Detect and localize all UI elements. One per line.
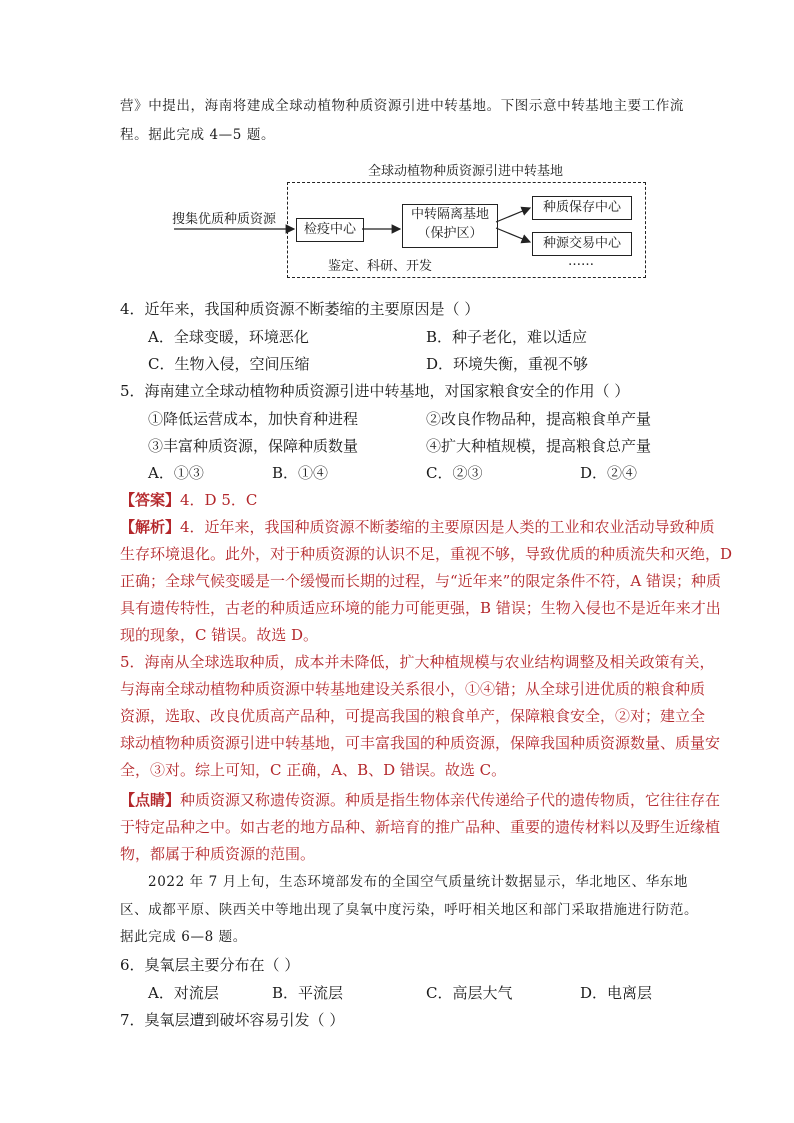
q5-option-d: D．②④ xyxy=(580,464,638,482)
passage2-line-2: 区、成都平原、陕西关中等地出现了臭氧中度污染，呼吁相关地区和部门采取措施进行防范。 xyxy=(120,902,699,918)
ellipsis-label: …… xyxy=(568,254,594,269)
analysis-line-4: 具有遗传特性，古老的种质适应环境的能力可能更强，B 错误；生物入侵也不是近年来才出 xyxy=(120,599,721,617)
analysis-line-6: 5．海南从全球选取种质，成本并未降低，扩大种植规模与农业结构调整及相关政策有关， xyxy=(120,653,715,671)
q6-option-d: D．电离层 xyxy=(580,984,653,1002)
q5-stem: 5．海南建立全球动植物种质资源引进中转基地，对国家粮食安全的作用（ ） xyxy=(120,382,630,400)
q6-option-c: C．高层大气 xyxy=(426,984,513,1002)
answer-label: 【答案】 xyxy=(120,491,181,509)
tip-line-2: 于特定品种之中。如古老的地方品种、新培育的推广品种、重要的遗传材料以及野生近缘植 xyxy=(120,818,721,836)
tip-line-3: 物，都属于种质资源的范围。 xyxy=(120,845,316,863)
arrow-transfer-to-storage xyxy=(496,208,530,222)
analysis-label: 【解析】 xyxy=(120,518,181,536)
passage2-line-3: 据此完成 6—8 题。 xyxy=(120,929,247,945)
transfer-base-sublabel: （保护区） xyxy=(417,226,483,241)
flow-diagram xyxy=(172,160,652,280)
q5-option-b: B．①④ xyxy=(272,464,329,482)
q5-statement-4: ④扩大种植规模，提高粮食总产量 xyxy=(426,437,652,455)
q7-stem: 7．臭氧层遭到破坏容易引发（ ） xyxy=(120,1011,345,1029)
q6-option-b: B．平流层 xyxy=(272,984,344,1002)
intro-line-1: 营》中提出，海南将建成全球动植物种质资源引进中转基地。下图示意中转基地主要工作流 xyxy=(120,98,684,114)
analysis-text-1: 4．近年来，我国种质资源不断萎缩的主要原因是人类的工业和农业活动导致种质 xyxy=(180,518,715,536)
analysis-line-8: 资源，选取、改良优质高产品种，可提高我国的粮食单产，保障粮食安全，②对；建立全 xyxy=(120,707,706,725)
q5-statement-3: ③丰富种质资源，保障种质数量 xyxy=(148,437,359,455)
analysis-line-10: 全，③对。综上可知，C 正确，A、B、D 错误。故选 C。 xyxy=(120,761,507,779)
diagram-arrows xyxy=(172,160,652,280)
answer-line xyxy=(120,490,257,510)
analysis-line-1 xyxy=(120,517,715,537)
activities-label: 鉴定、科研、开发 xyxy=(328,259,433,274)
q5-option-c: C．②③ xyxy=(426,464,483,482)
q4-option-b: B．种子老化，难以适应 xyxy=(426,328,588,346)
tip-text-1: 种质资源又称遗传资源。种质是指生物体亲代传递给子代的遗传物质，它往往存在 xyxy=(180,791,721,809)
q5-statement-2: ②改良作物品种，提高粮食单产量 xyxy=(426,410,652,428)
seed-trading-box: 种源交易中心 xyxy=(532,232,632,256)
arrow-transfer-to-trading xyxy=(496,228,530,242)
tip-label: 【点睛】 xyxy=(120,791,181,809)
q5-statement-1: ①降低运营成本，加快育种进程 xyxy=(148,410,359,428)
q4-stem: 4．近年来，我国种质资源不断萎缩的主要原因是（ ） xyxy=(120,300,480,318)
q5-option-a: A．①③ xyxy=(148,464,204,482)
analysis-line-2: 生存环境退化。此外，对于种质资源的认识不足，重视不够，导致优质的种质流失和灭绝，D xyxy=(120,545,733,563)
analysis-line-7: 与海南全球动植物种质资源中转基地建设关系很小，①④错；从全球引进优质的粮食种质 xyxy=(120,680,706,698)
analysis-line-3: 正确；全球气候变暖是一个缓慢而长期的过程，与“近年来”的限定条件不符，A 错误；种质 xyxy=(120,572,721,590)
analysis-line-5: 现的现象，C 错误。故选 D。 xyxy=(120,626,319,644)
germplasm-storage-box: 种质保存中心 xyxy=(532,196,632,220)
q4-option-a: A．全球变暖，环境恶化 xyxy=(148,328,309,346)
diagram-title: 全球动植物种质资源引进中转基地 xyxy=(368,164,564,179)
source-label: 搜集优质种质资源 xyxy=(172,212,277,227)
q4-option-d: D．环境失衡，重视不够 xyxy=(426,355,589,373)
q4-option-c: C．生物入侵，空间压缩 xyxy=(148,355,310,373)
tip-line-1 xyxy=(120,790,720,810)
answer-text: 4．D 5．C xyxy=(180,491,258,509)
q6-option-a: A．对流层 xyxy=(148,984,219,1002)
inspection-center-box: 检疫中心 xyxy=(296,218,364,242)
passage2-line-1: 2022 年 7 月上旬，生态环境部发布的全国空气质量统计数据显示，华北地区、华东地 xyxy=(148,874,689,890)
intro-line-2: 程。据此完成 4—5 题。 xyxy=(120,127,276,143)
analysis-line-9: 球动植物种质资源引进中转基地，可丰富我国的种质资源，保障我国种质资源数量、质量安 xyxy=(120,734,721,752)
q6-stem: 6．臭氧层主要分布在（ ） xyxy=(120,956,300,974)
transfer-base-label: 中转隔离基地 xyxy=(410,207,489,222)
